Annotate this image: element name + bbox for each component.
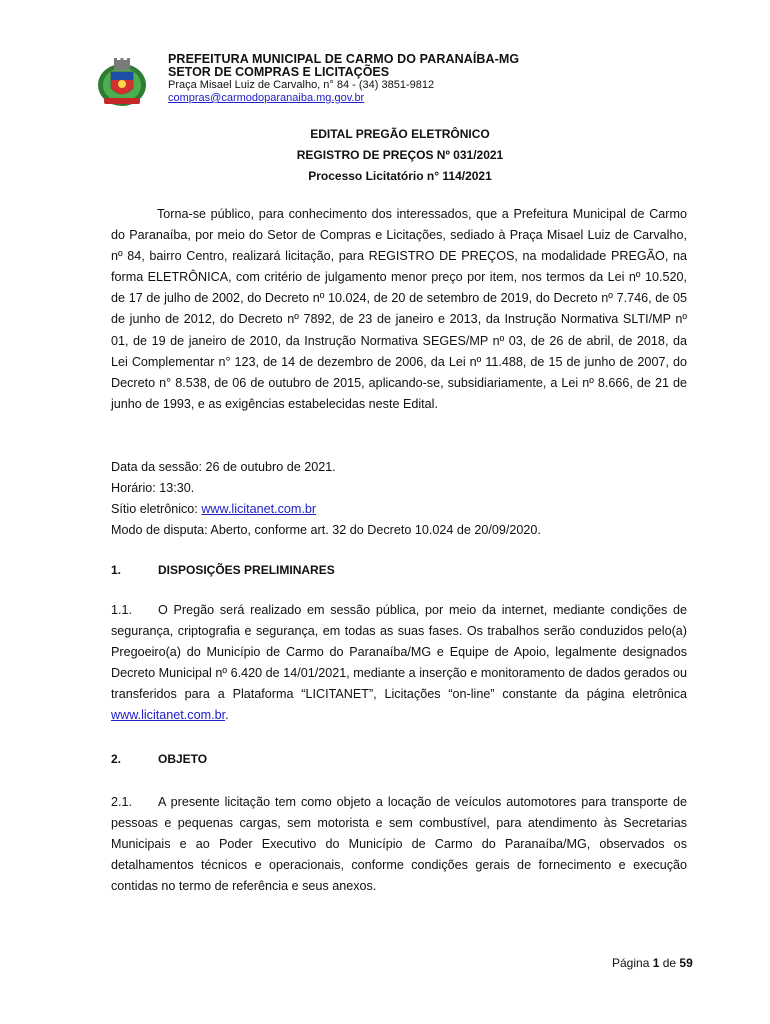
letterhead xyxy=(168,53,519,105)
footer-label: Página xyxy=(612,956,653,970)
site-link[interactable]: www.licitanet.com.br xyxy=(201,502,317,517)
section-1-title: DISPOSIÇÕES PRELIMINARES xyxy=(158,563,335,577)
paragraph-2-1 xyxy=(111,792,687,897)
section-2-title: OBJETO xyxy=(158,752,208,766)
session-time: Horário: 13:30. xyxy=(111,481,195,496)
paragraph-2-1-text: A presente licitação tem como objeto a locação de veículos automotores para transporte de pessoas e pequenas cargas, sem motorista e sem combustível, para atendimento às Secretarias Municipais e ao Poder Executivo do Município de Carmo do Paranaíba/MG, observados os detalhamentos técnicos e operacionais, conforme condições gerais de fornecimento e execução contidas no termo de referência e seus anexos. xyxy=(111,795,687,894)
session-mode: Modo de disputa: Aberto, conforme art. 32 do Decreto 10.024 de 20/09/2020. xyxy=(111,523,541,538)
document-titles xyxy=(0,124,770,187)
org-name: PREFEITURA MUNICIPAL DE CARMO DO PARANAÍBA-MG xyxy=(168,52,520,66)
paragraph-1-1-number: 1.1. xyxy=(111,603,133,617)
paragraph-1-1-text: O Pregão será realizado em sessão pública, por meio da internet, mediante condições de segurança, criptografia e segurança, em todas as suas fases. Os trabalhos serão conduzidos pelo(a) Pregoeiro(a) do Município de Carmo do Paranaíba/MG e Equipe de Apoio, legalmente designados Decreto Municipal nº 6.420 de 14/01/2021, mediante a inserção e monitoramento de dados gerados ou transferidos para a Plataforma “LICITANET”, Licitações “on-line” constante da página eletrônica xyxy=(111,603,687,702)
session-date: Data da sessão: 26 de outubro de 2021. xyxy=(111,460,336,474)
footer-page: 1 xyxy=(652,956,660,970)
email-link[interactable]: compras@carmodoparanaiba.mg.gov.br xyxy=(168,92,365,104)
paragraph-1-1 xyxy=(111,600,687,727)
licitanet-link[interactable]: www.licitanet.com.br xyxy=(111,708,226,723)
section-2-heading xyxy=(111,752,207,766)
title-processo: Processo Licitatório n° 114/2021 xyxy=(308,169,492,183)
address: Praça Misael Luiz de Carvalho, n° 84 - (34) 3851-9812 xyxy=(168,79,435,91)
site-label: Sítio eletrônico: xyxy=(111,502,202,517)
paragraph-1-1-end: . xyxy=(225,708,229,723)
title-edital: EDITAL PREGÃO ELETRÔNICO xyxy=(310,127,490,141)
municipal-crest-icon xyxy=(96,56,148,108)
page-footer xyxy=(612,956,693,970)
section-2-number: 2. xyxy=(111,752,122,766)
footer-of: de xyxy=(659,956,680,970)
intro-paragraph: Torna-se público, para conhecimento dos interessados, que a Prefeitura Municipal de Carmo do Paranaíba, por meio do Setor de Compras e Licitações, sediado à Praça Misael Luiz de Carvalho, nº 84, bairro Centro, realizará licitação, para REGISTRO DE PREÇOS, na modalidade PREGÃO, na forma ELETRÔNICA, com critério de julgamento menor preço por item, nos termos da Lei nº 10.520, de 17 de julho de 2002, do Decreto nº 10.024, de 20 de setembro de 2019, do Decreto nº 7.746, de 05 de junho de 2012, do Decreto nº 7892, de 23 de janeiro e 2013, da Instrução Normativa SLTI/MP nº 01, de 19 de janeiro de 2010, da Instrução Normativa SEGES/MP nº 03, de 26 de abril, de 2018, da Lei Complementar n° 123, de 14 de dezembro de 2006, da Lei nº 11.488, de 15 de junho de 2007, do Decreto n° 8.538, de 06 de outubro de 2015, aplicando-se, subsidiariamente, a Lei nº 8.666, de 21 de junho de 1993, e as exigências estabelecidas neste Edital. xyxy=(111,207,687,411)
section-1-number: 1. xyxy=(111,563,122,577)
session-site xyxy=(111,499,687,520)
section-1-heading xyxy=(111,563,335,577)
paragraph-2-1-number: 2.1. xyxy=(111,795,133,809)
session-info xyxy=(111,457,687,541)
department-name: SETOR DE COMPRAS E LICITAÇÕES xyxy=(168,65,390,79)
footer-total: 59 xyxy=(679,956,693,970)
title-registro: REGISTRO DE PREÇOS Nº 031/2021 xyxy=(296,148,504,162)
